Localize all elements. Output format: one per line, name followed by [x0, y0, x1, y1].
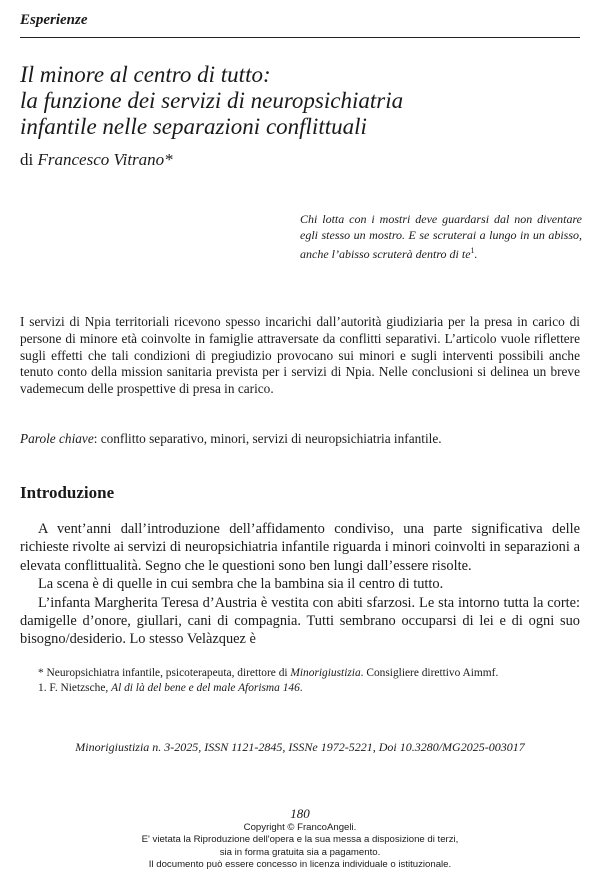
author-name: Francesco Vitrano* [37, 150, 173, 169]
epigraph-footnote-ref: 1 [470, 246, 475, 255]
body-paragraph: L’infanta Margherita Teresa d’Austria è vestita con abiti sfarzosi. Le sta intorno tutta la corte: damigelle d’onore, giullari, cani di compagnia. Tutti sembrano occuparsi di lei e di ogni suo bisogno/desiderio. Lo stesso Velàzquez è [20, 594, 580, 648]
keywords-text: : conflitto separativo, minori, servizi di neuropsichiatria infantile. [93, 431, 442, 446]
footnote-1 [20, 681, 580, 696]
journal-page [20, 0, 580, 890]
footnote-author-suffix: . Consigliere direttivo Aimmf. [360, 667, 499, 679]
footnote-author [20, 666, 580, 681]
title-line-2: la funzione dei servizi di neuropsichiatria [20, 88, 404, 113]
article-title [20, 62, 580, 140]
epigraph-text: Chi lotta con i mostri deve guardarsi dal non diventare egli stesso un mostro. E se scruterai a lungo in un abisso, anche l’abisso scruterà dentro di te [300, 212, 582, 261]
copyright-line: Copyright © FrancoAngeli. [243, 822, 357, 833]
footnote-1-text: 1. F. Nietzsche, [38, 681, 112, 694]
section-heading-introduzione: Introduzione [20, 483, 115, 502]
epigraph [300, 211, 582, 262]
title-line-3: infantile nelle separazioni conflittuali [20, 114, 367, 139]
copyright-line: sia in forma gratuita sia a pagamento. [219, 846, 381, 858]
byline [20, 150, 173, 170]
copyright-line: E' vietata la Riproduzione dell'opera e la sua messa a disposizione di terzi, [141, 834, 459, 846]
abstract: I servizi di Npia territoriali ricevono spesso incarichi dall’autorità giudiziaria per la presa in carico di persone di minore età coinvolte in famiglie attraversate da conflitti separativi. L’articolo vuole riflettere sugli effetti che tali condizioni di pregiudizio provocano sui minori e sugli interventi possibili anche tenuto conto della mission sanitaria prevista per i servizi di Npia. Nelle conclusioni si delinea un breve vademecum delle prospettive di presa in carico. [20, 314, 580, 397]
footnote-author-text: * Neuropsichiatra infantile, psicoterapeuta, direttore di [38, 667, 291, 679]
page-number: 180 [290, 806, 310, 821]
epigraph-end: . [474, 247, 478, 261]
keywords [20, 430, 580, 447]
journal-citation: Minorigiustizia n. 3-2025, ISSN 1121-2845, ISSNe 1972-5221, Doi 10.3280/MG2025-003017 [75, 740, 525, 754]
copyright-line: Il documento può essere concesso in licenza individuale o istituzionale. [148, 859, 452, 871]
header-rule [20, 37, 580, 38]
title-line-1: Il minore al centro di tutto: [20, 62, 271, 87]
footnote-1-suffix: . [299, 681, 303, 694]
body-paragraph: A vent’anni dall’introduzione dell’affidamento condiviso, una parte significativa delle richieste rivolte ai servizi di neuropsichiatria infantile riguarda i minori coinvolti in separazioni a elevata conflittualità. Segno che le questioni sono ben lungi dall’essere risolte. [20, 521, 580, 574]
footnote-journal-name: Minorigiustizia [290, 667, 361, 679]
footnote-1-title: Al di là del bene e del male Aforisma 146 [111, 681, 300, 694]
copyright-notice [20, 822, 580, 872]
section-label: Esperienze [20, 12, 88, 28]
byline-prefix: di [20, 150, 34, 169]
keywords-label: Parole chiave [20, 431, 94, 446]
body-paragraph: La scena è di quelle in cui sembra che la bambina sia il centro di tutto. [38, 576, 444, 593]
introduction-body [20, 520, 580, 649]
footnotes [20, 666, 580, 695]
